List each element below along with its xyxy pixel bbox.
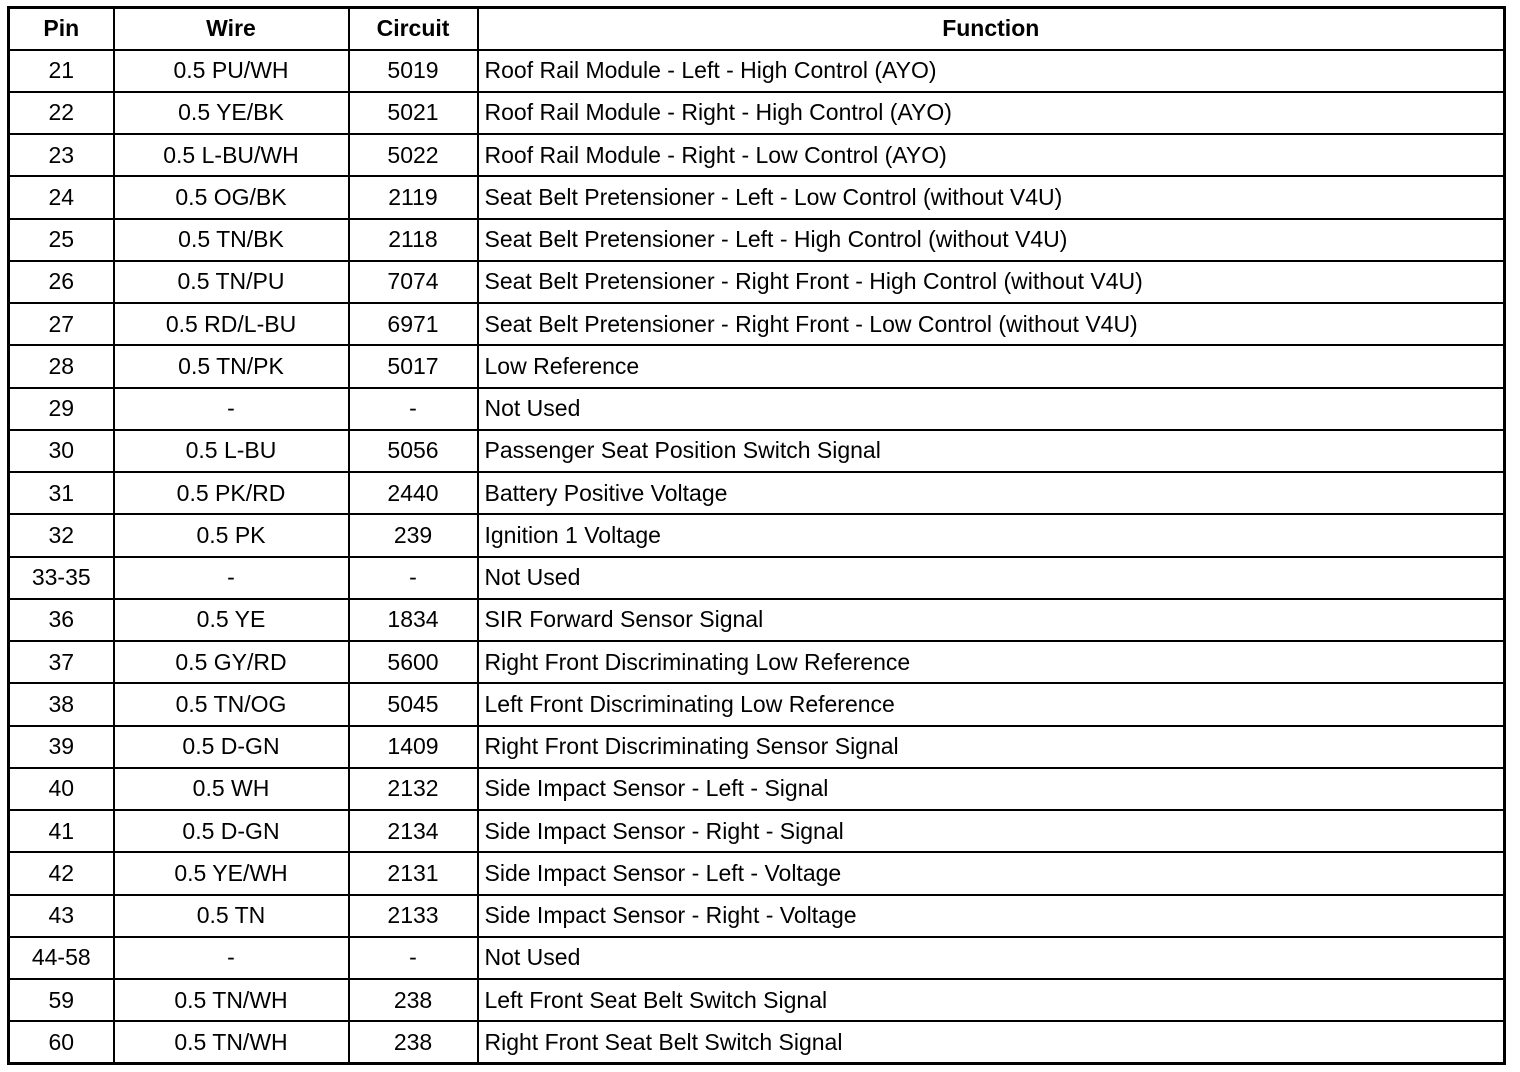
wire-cell: 0.5 OG/BK: [114, 176, 349, 218]
wire-cell: 0.5 L-BU: [114, 430, 349, 472]
header-row: [9, 8, 1505, 50]
wire-cell: 0.5 TN/PK: [114, 345, 349, 387]
wire-cell: 0.5 YE: [114, 599, 349, 641]
connector-pinout-table: [7, 6, 1506, 1065]
table-row: [9, 937, 1505, 979]
wire-cell: 0.5 L-BU/WH: [114, 134, 349, 176]
function-column-header: Function: [478, 8, 1505, 50]
table-row: [9, 261, 1505, 303]
circuit-cell: 5017: [349, 345, 478, 387]
table-row: [9, 810, 1505, 852]
function-cell: Seat Belt Pretensioner - Right Front - Low Control (without V4U): [478, 303, 1505, 345]
circuit-cell: 238: [349, 1021, 478, 1063]
table-row: [9, 176, 1505, 218]
circuit-cell: 239: [349, 514, 478, 556]
table-row: [9, 979, 1505, 1021]
circuit-cell: 2131: [349, 852, 478, 894]
function-cell: Side Impact Sensor - Left - Signal: [478, 768, 1505, 810]
circuit-cell: -: [349, 937, 478, 979]
function-cell: Not Used: [478, 937, 1505, 979]
table-row: [9, 852, 1505, 894]
circuit-cell: 2134: [349, 810, 478, 852]
function-cell: Not Used: [478, 388, 1505, 430]
circuit-cell: 2119: [349, 176, 478, 218]
pin-cell: 33-35: [9, 557, 114, 599]
table-row: [9, 50, 1505, 92]
pin-cell: 59: [9, 979, 114, 1021]
function-cell: Side Impact Sensor - Left - Voltage: [478, 852, 1505, 894]
wire-cell: -: [114, 557, 349, 599]
circuit-cell: 7074: [349, 261, 478, 303]
function-cell: Passenger Seat Position Switch Signal: [478, 430, 1505, 472]
table-row: [9, 134, 1505, 176]
function-cell: Ignition 1 Voltage: [478, 514, 1505, 556]
table-body: [9, 50, 1505, 1064]
pin-cell: 32: [9, 514, 114, 556]
wire-cell: 0.5 TN/OG: [114, 683, 349, 725]
wire-cell: 0.5 PU/WH: [114, 50, 349, 92]
wire-cell: 0.5 TN/WH: [114, 1021, 349, 1063]
function-cell: Seat Belt Pretensioner - Right Front - High Control (without V4U): [478, 261, 1505, 303]
circuit-cell: 2132: [349, 768, 478, 810]
circuit-cell: 2133: [349, 895, 478, 937]
function-cell: Low Reference: [478, 345, 1505, 387]
function-cell: Roof Rail Module - Left - High Control (AYO): [478, 50, 1505, 92]
function-cell: Left Front Discriminating Low Reference: [478, 683, 1505, 725]
pin-cell: 39: [9, 726, 114, 768]
wire-column-header: Wire: [114, 8, 349, 50]
wire-cell: 0.5 YE/WH: [114, 852, 349, 894]
wire-cell: 0.5 GY/RD: [114, 641, 349, 683]
circuit-cell: 5600: [349, 641, 478, 683]
pin-column-header: Pin: [9, 8, 114, 50]
circuit-cell: 1409: [349, 726, 478, 768]
pin-cell: 36: [9, 599, 114, 641]
table-row: [9, 514, 1505, 556]
table-row: [9, 895, 1505, 937]
table-row: [9, 599, 1505, 641]
wire-cell: 0.5 TN: [114, 895, 349, 937]
pin-cell: 25: [9, 219, 114, 261]
function-cell: Roof Rail Module - Right - Low Control (AYO): [478, 134, 1505, 176]
pin-cell: 23: [9, 134, 114, 176]
function-cell: Side Impact Sensor - Right - Signal: [478, 810, 1505, 852]
table-row: [9, 219, 1505, 261]
circuit-cell: 2440: [349, 472, 478, 514]
pin-cell: 21: [9, 50, 114, 92]
pin-cell: 42: [9, 852, 114, 894]
circuit-cell: -: [349, 388, 478, 430]
table-row: [9, 345, 1505, 387]
circuit-column-header: Circuit: [349, 8, 478, 50]
table-row: [9, 726, 1505, 768]
wire-cell: 0.5 YE/BK: [114, 92, 349, 134]
circuit-cell: 238: [349, 979, 478, 1021]
circuit-cell: 5021: [349, 92, 478, 134]
circuit-cell: 6971: [349, 303, 478, 345]
pin-cell: 41: [9, 810, 114, 852]
pin-cell: 43: [9, 895, 114, 937]
circuit-cell: 5019: [349, 50, 478, 92]
wire-cell: 0.5 PK: [114, 514, 349, 556]
pin-cell: 22: [9, 92, 114, 134]
circuit-cell: 1834: [349, 599, 478, 641]
pin-cell: 29: [9, 388, 114, 430]
wire-cell: 0.5 D-GN: [114, 726, 349, 768]
table-row: [9, 430, 1505, 472]
function-cell: Seat Belt Pretensioner - Left - High Control (without V4U): [478, 219, 1505, 261]
circuit-cell: 5056: [349, 430, 478, 472]
function-cell: Seat Belt Pretensioner - Left - Low Control (without V4U): [478, 176, 1505, 218]
function-cell: Left Front Seat Belt Switch Signal: [478, 979, 1505, 1021]
pin-cell: 28: [9, 345, 114, 387]
function-cell: Not Used: [478, 557, 1505, 599]
circuit-cell: 5022: [349, 134, 478, 176]
circuit-cell: -: [349, 557, 478, 599]
circuit-cell: 2118: [349, 219, 478, 261]
table-row: [9, 768, 1505, 810]
table-row: [9, 683, 1505, 725]
function-cell: Battery Positive Voltage: [478, 472, 1505, 514]
wire-cell: 0.5 TN/WH: [114, 979, 349, 1021]
pin-cell: 24: [9, 176, 114, 218]
table-row: [9, 303, 1505, 345]
pin-cell: 26: [9, 261, 114, 303]
function-cell: Right Front Discriminating Low Reference: [478, 641, 1505, 683]
table-row: [9, 472, 1505, 514]
pin-cell: 38: [9, 683, 114, 725]
table-row: [9, 388, 1505, 430]
pin-cell: 40: [9, 768, 114, 810]
table-row: [9, 641, 1505, 683]
wire-cell: 0.5 TN/BK: [114, 219, 349, 261]
circuit-cell: 5045: [349, 683, 478, 725]
wire-cell: 0.5 D-GN: [114, 810, 349, 852]
pin-cell: 37: [9, 641, 114, 683]
wire-cell: 0.5 TN/PU: [114, 261, 349, 303]
function-cell: Roof Rail Module - Right - High Control (AYO): [478, 92, 1505, 134]
table-row: [9, 1021, 1505, 1063]
table-row: [9, 92, 1505, 134]
pin-cell: 27: [9, 303, 114, 345]
pin-cell: 30: [9, 430, 114, 472]
wire-cell: 0.5 WH: [114, 768, 349, 810]
pin-cell: 60: [9, 1021, 114, 1063]
wire-cell: 0.5 PK/RD: [114, 472, 349, 514]
function-cell: Right Front Seat Belt Switch Signal: [478, 1021, 1505, 1063]
function-cell: Right Front Discriminating Sensor Signal: [478, 726, 1505, 768]
wire-cell: -: [114, 937, 349, 979]
function-cell: SIR Forward Sensor Signal: [478, 599, 1505, 641]
pin-cell: 31: [9, 472, 114, 514]
wire-cell: -: [114, 388, 349, 430]
wire-cell: 0.5 RD/L-BU: [114, 303, 349, 345]
pin-cell: 44-58: [9, 937, 114, 979]
function-cell: Side Impact Sensor - Right - Voltage: [478, 895, 1505, 937]
table-row: [9, 557, 1505, 599]
